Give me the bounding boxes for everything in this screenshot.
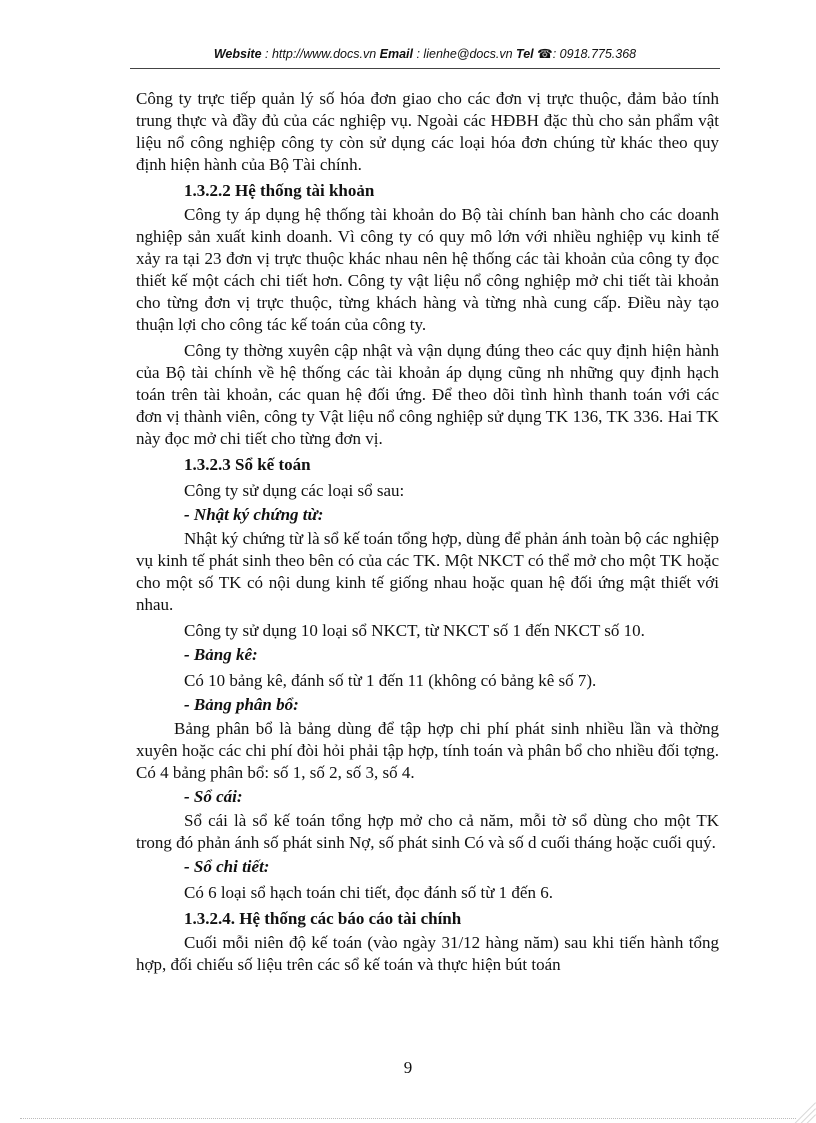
email-value: : lienhe@docs.vn <box>413 47 517 61</box>
section-heading: 1.3.2.4. Hệ thống các báo cáo tài chính <box>184 909 462 928</box>
subheading: - Sổ cái: <box>184 787 243 806</box>
website-label: Website <box>213 47 262 61</box>
paragraph: Công ty trực tiếp quản lý số hóa đơn giao cho các đơn vị trực thuộc, đảm bảo tính trung thực và đầy đủ của các nghiệp vụ. Ngoài các HĐBH đặc thù cho sản phẩm vật liệu nổ công nghiệp công ty còn sử dụng các loại hóa đơn chúng từ khác theo quy định hiện hành của Bộ Tài chính. <box>136 89 719 174</box>
bottom-divider <box>20 1118 796 1119</box>
header-divider <box>130 68 720 69</box>
paragraph: Công ty sử dụng 10 loại sổ NKCT, từ NKCT số 1 đến NKCT số 10. <box>184 621 645 640</box>
page-number: 9 <box>403 1058 413 1077</box>
page-header <box>130 46 720 61</box>
phone-icon: ☎ <box>537 47 553 61</box>
document-body <box>136 88 719 976</box>
paragraph: Bảng phân bổ là bảng dùng để tập hợp chi phí phát sinh nhiều lần và thờng xuyên hoặc các chi phí đòi hỏi phải tập hợp, tính toán và phân bổ cho nhiều đối tợng. Có 4 bảng phân bổ: số 1, số 2, số 3, số 4. <box>136 719 719 782</box>
section-heading: 1.3.2.3 Sổ kế toán <box>184 455 311 474</box>
tel-label: Tel <box>516 47 534 61</box>
paragraph: Công ty áp dụng hệ thống tài khoản do Bộ tài chính ban hành cho các doanh nghiệp sản xuất kinh doanh. Vì công ty có quy mô lớn với nhiều nghiệp vụ kinh tế xảy ra tại 23 đơn vị trực thuộc khác nhau nên hệ thống các tài khoản của công ty đọc thiết kế một cách chi tiết hơn. Công ty vật liệu nổ công nghiệp mở chi tiết tài khoản cho từng đơn vị trực thuộc, từng khách hàng và từng nhà cung cấp. Điều này tạo thuận lợi cho công tác kế toán của công ty. <box>136 205 719 334</box>
paragraph: Cuối mỗi niên độ kế toán (vào ngày 31/12 hàng năm) sau khi tiến hành tổng hợp, đối chiếu số liệu trên các sổ kế toán và thực hiện bút toán <box>136 933 719 974</box>
paragraph: Có 6 loại sổ hạch toán chi tiết, đọc đánh số từ 1 đến 6. <box>184 883 553 902</box>
corner-decoration <box>696 1003 816 1123</box>
paragraph: Có 10 bảng kê, đánh số từ 1 đến 11 (không có bảng kê số 7). <box>184 671 597 690</box>
paragraph: Nhật ký chứng từ là sổ kế toán tổng hợp, dùng để phản ánh toàn bộ các nghiệp vụ kinh tế phát sinh theo bên có của các TK. Một NKCT có thể mở cho một TK hoặc cho một số TK có nội dung kinh tế giống nhau hoặc quan hệ đối ứng mật thiết với nhau. <box>136 529 719 614</box>
tel-value: : 0918.775.368 <box>552 47 637 61</box>
subheading: - Bảng kê: <box>184 645 258 664</box>
paragraph: Công ty sử dụng các loại sổ sau: <box>184 481 405 500</box>
website-value: : http://www.docs.vn <box>261 47 380 61</box>
paragraph: Sổ cái là sổ kế toán tổng hợp mở cho cả năm, mỗi tờ sổ dùng cho một TK trong đó phản ánh số phát sinh Nợ, số phát sinh Có và số d cuối tháng hoặc cuối quý. <box>136 811 719 852</box>
email-label: Email <box>379 47 414 61</box>
paragraph: Công ty thờng xuyên cập nhật và vận dụng đúng theo các quy định hiện hành của Bộ tài chính về hệ thống các tài khoản áp dụng cũng nh những quy định hạch toán trên tài khoản, các quan hệ đối ứng. Để theo dõi tình hình thanh toán với các đơn vị thành viên, công ty Vật liệu nổ công nghiệp sử dụng TK 136, TK 336. Hai TK này đọc mở chi tiết cho từng đơn vị. <box>136 341 719 448</box>
subheading: - Sổ chi tiết: <box>184 857 270 876</box>
section-heading: 1.3.2.2 Hệ thống tài khoản <box>184 181 375 200</box>
subheading: - Bảng phân bổ: <box>184 695 299 714</box>
subheading: - Nhật ký chứng từ: <box>184 505 324 524</box>
